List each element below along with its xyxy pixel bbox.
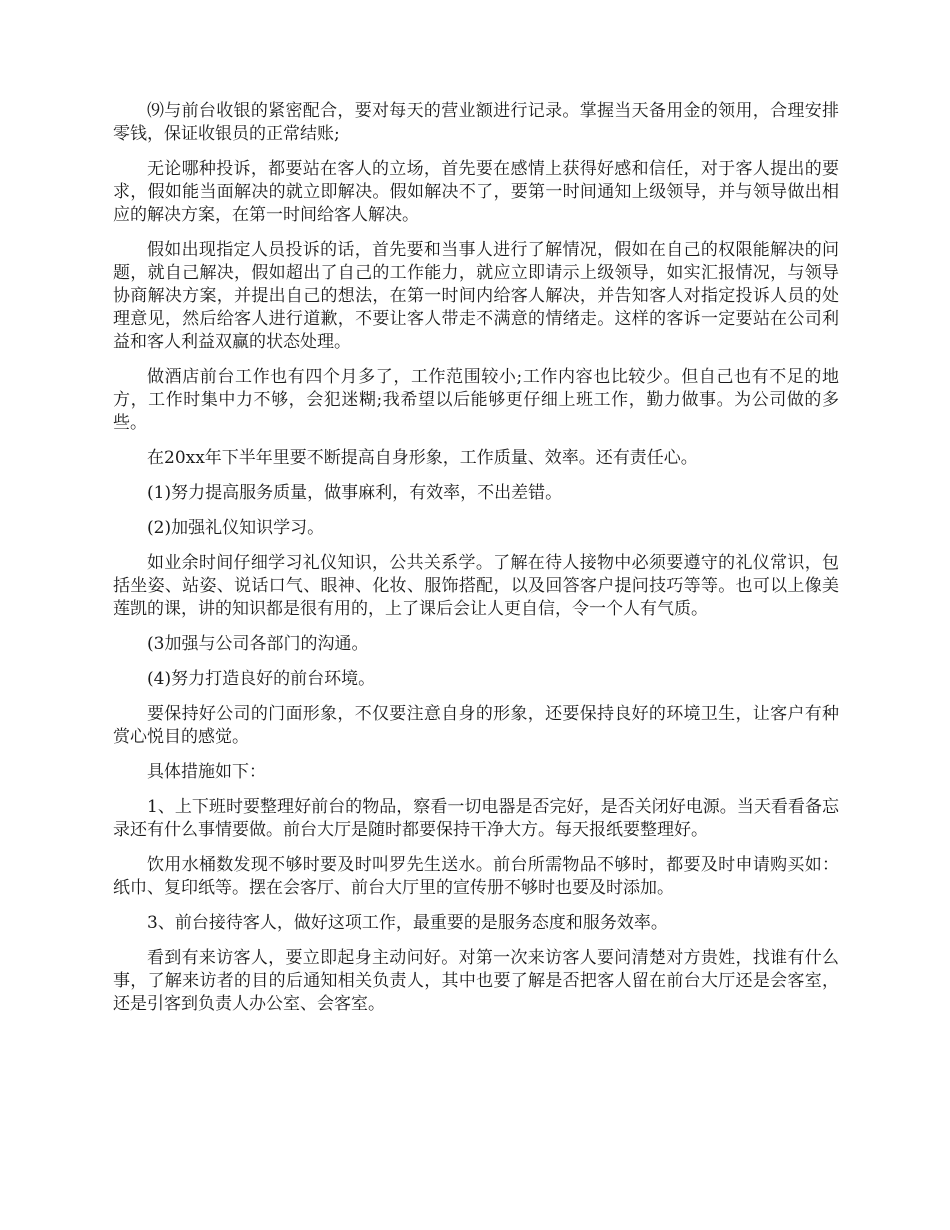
paragraph-visitor-reception: 看到有来访客人，要立即起身主动问好。对第一次来访客人要问清楚对方贵姓，找谁有什么事，了解来访者的目的后通知相关负责人，其中也要了解是否把客人留在前台大厅还是会客室，还是引客到负责人办公室、会客室。: [113, 948, 839, 1014]
paragraph-half-year-goal: 在20xx年下半年里要不断提高自身形象，工作质量、效率。还有责任心。: [147, 448, 698, 468]
paragraph-measures-heading: 具体措施如下：: [147, 762, 266, 782]
paragraph-item-4: (4)努力打造良好的前台环境。: [147, 669, 376, 689]
document-page: [113, 100, 839, 1028]
paragraph-water-supplies: 饮用水桶数发现不够时要及时叫罗先生送水。前台所需物品不够时，都要及时申请购买如：纸巾、复印纸等。摆在会客厅、前台大厅里的宣传册不够时也要及时添加。: [113, 855, 839, 898]
paragraph-item-3: (3加强与公司各部门的沟通。: [147, 634, 369, 654]
paragraph-complaint-handling: 无论哪种投诉，都要站在客人的立场，首先要在感情上获得好感和信任，对于客人提出的要求，假如能当面解决的就立即解决。假如解决不了，要第一时间通知上级领导，并与领导做出相应的解决方案，在第一时间给客人解决。: [113, 159, 839, 225]
paragraph-cashier-coordination: ⑼与前台收银的紧密配合，要对每天的营业额进行记录。掌握当天备用金的领用，合理安排零钱，保证收银员的正常结账;: [113, 101, 839, 144]
paragraph-measure-1: 1、上下班时要整理好前台的物品，察看一切电器是否完好，是否关闭好电源。当天看看备忘录还有什么事情要做。前台大厅是随时都要保持干净大方。每天报纸要整理好。: [113, 797, 839, 840]
paragraph-item-1: (1)努力提高服务质量，做事麻利，有效率，不出差错。: [147, 483, 563, 503]
paragraph-self-reflection: 做酒店前台工作也有四个月多了，工作范围较小;工作内容也比较少。但自己也有不足的地方，工作时集中力不够，会犯迷糊;我希望以后能够更仔细上班工作，勤力做事。为公司做的多些。: [113, 367, 839, 433]
paragraph-designated-complaint: 假如出现指定人员投诉的话，首先要和当事人进行了解情况，假如在自己的权限能解决的问题，就自己解决，假如超出了自己的工作能力，就应立即请示上级领导，如实汇报情况，与领导协商解决方案，并提出自己的想法，在第一时间内给客人解决，并告知客人对指定投诉人员的处理意见，然后给客人进行道歉，不要让客人带走不满意的情绪走。这样的客诉一定要站在公司利益和客人利益双赢的状态处理。: [113, 240, 839, 352]
paragraph-etiquette-study: 如业余时间仔细学习礼仪知识，公共关系学。了解在待人接物中必须要遵守的礼仪常识，包括坐姿、站姿、说话口气、眼神、化妆、服饰搭配，以及回答客户提问技巧等等。也可以上像美莲凯的课，讲的知识都是很有用的，上了课后会让人更自信，令一个人有气质。: [113, 553, 839, 619]
paragraph-company-image: 要保持好公司的门面形象，不仅要注意自身的形象，还要保持良好的环境卫生，让客户有种赏心悦目的感觉。: [113, 704, 839, 747]
paragraph-measure-3: 3、前台接待客人，做好这项工作，最重要的是服务态度和服务效率。: [147, 913, 668, 933]
paragraph-item-2: (2)加强礼仪知识学习。: [147, 518, 325, 538]
